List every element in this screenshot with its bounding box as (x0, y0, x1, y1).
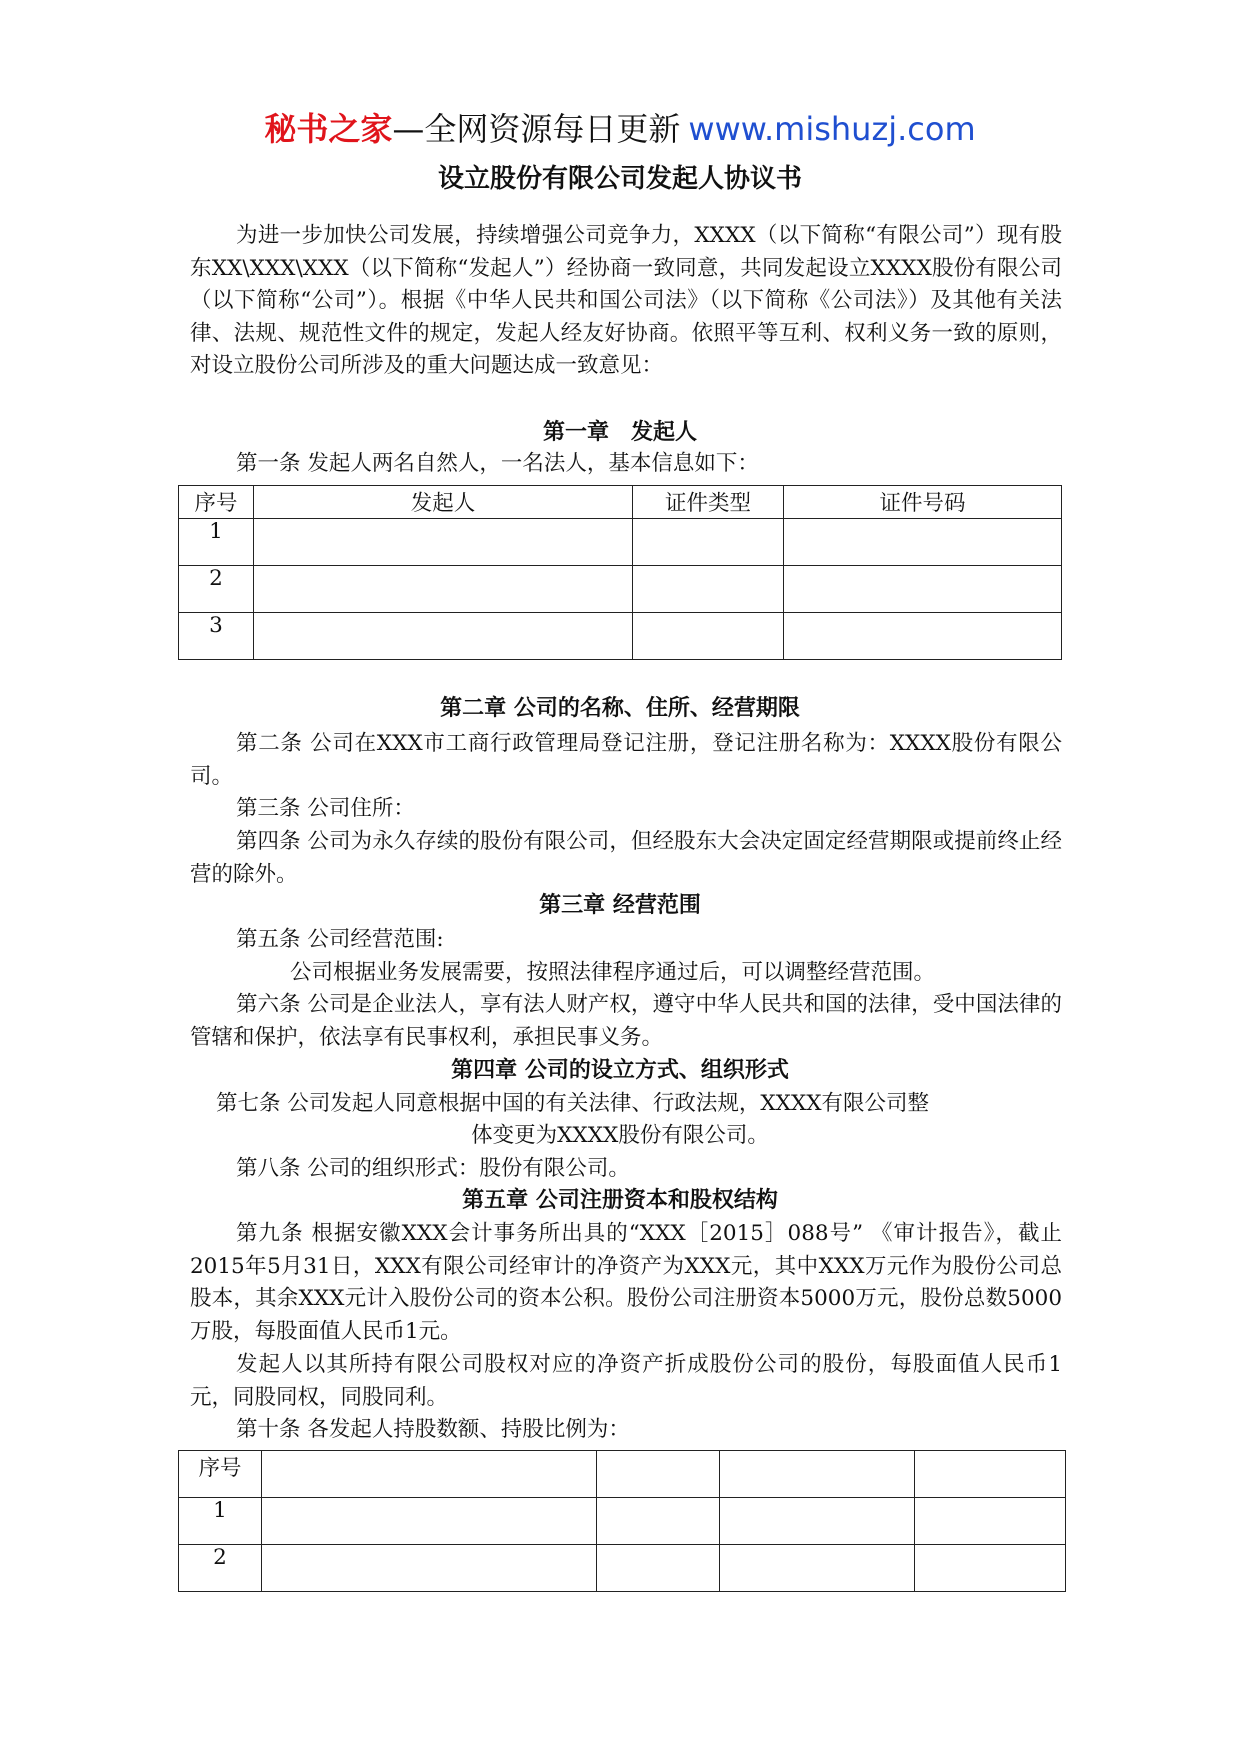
row-index-cell: 1 (179, 1498, 262, 1545)
chapter-5-heading: 第五章 公司注册资本和股权结构 (462, 1188, 778, 1213)
article-3: 第三条 公司住所： (236, 796, 415, 821)
article-10: 第十条 各发起人持股数额、持股比例为： (236, 1417, 630, 1442)
article-7-line-2: 体变更为XXXX股份有限公司。 (471, 1123, 769, 1148)
chapter-1-heading: 第一章 发起人 (542, 420, 697, 445)
header-cell-index: 序号 (179, 486, 254, 519)
header-cell-index: 序号 (179, 1451, 262, 1498)
article-7-line-1: 第七条 公司发起人同意根据中国的有关法律、行政法规，XXXX有限公司整 (216, 1091, 930, 1116)
shareholding-table (178, 1450, 1066, 1592)
article-8: 第八条 公司的组织形式：股份有限公司。 (236, 1156, 630, 1181)
header-cell-founder: 发起人 (254, 486, 633, 519)
article-5-body: 公司根据业务发展需要，按照法律程序通过后，可以调整经营范围。 (290, 960, 936, 985)
intro-paragraph: 为进一步加快公司发展，持续增强公司竞争力，XXXX（以下简称“有限公司”）现有股东XX\XXX\XXX（以下简称“发起人”）经协商一致同意，共同发起设立XXXX股份有限公司（以下简称“公司”）。根据《中华人民共和国公司法》（以下简称《公司法》）及其他有关法律、法规、规范性文件的规定，发起人经友好协商。依照平等互利、权利义务一致的原则，对设立股份公司所涉及的重大问题达成一致意见： (190, 223, 1062, 378)
article-1: 第一条 发起人两名自然人，一名法人，基本信息如下： (236, 451, 759, 476)
table-row (179, 613, 1062, 660)
brand-name: 秘书之家 (264, 110, 393, 148)
site-url-link[interactable]: www.mishuzj.com (688, 110, 976, 148)
table-row (179, 1498, 1066, 1545)
article-4: 第四条 公司为永久存续的股份有限公司，但经股东大会决定固定经营期限或提前终止经营的除外。 (190, 829, 1062, 887)
article-9: 第九条 根据安徽XXX会计事务所出具的“XXX［2015］088号” 《审计报告》，截止2015年5月31日，XXX有限公司经审计的净资产为XXX元，其中XXX万元作为股份公司总股本，其余XXX元计入股份公司的资本公积。股份公司注册资本5000万元，股份总数5000万股，每股面值人民币1元。 (190, 1221, 1062, 1344)
chapter-3-heading: 第三章 经营范围 (539, 893, 701, 918)
table-header-row (179, 1451, 1066, 1498)
chapter-5-paragraph: 发起人以其所持有限公司股权对应的净资产折成股份公司的股份，每股面值人民币1元，同股同权，同股同利。 (190, 1352, 1062, 1410)
table-row (179, 1545, 1066, 1592)
header-cell-id-number: 证件号码 (784, 486, 1062, 519)
founders-table (178, 485, 1062, 660)
chapter-4-heading: 第四章 公司的设立方式、组织形式 (451, 1058, 789, 1083)
document-title: 设立股份有限公司发起人协议书 (437, 164, 802, 194)
banner-slogan: —全网资源每日更新 (392, 110, 681, 148)
row-index-cell: 2 (179, 566, 254, 613)
site-banner (0, 104, 1240, 150)
table-row (179, 519, 1062, 566)
row-index-cell: 2 (179, 1545, 262, 1592)
article-2: 第二条 公司在XXX市工商行政管理局登记注册，登记注册名称为：XXXX股份有限公司。 (190, 731, 1062, 789)
article-5: 第五条 公司经营范围: (236, 927, 444, 952)
table-row (179, 566, 1062, 613)
article-6: 第六条 公司是企业法人，享有法人财产权，遵守中华人民共和国的法律，受中国法律的管辖和保护，依法享有民事权利，承担民事义务。 (190, 992, 1062, 1050)
row-index-cell: 3 (179, 613, 254, 660)
chapter-2-heading: 第二章 公司的名称、住所、经营期限 (440, 696, 800, 721)
table-header-row (179, 486, 1062, 519)
row-index-cell: 1 (179, 519, 254, 566)
header-cell-id-type: 证件类型 (633, 486, 784, 519)
